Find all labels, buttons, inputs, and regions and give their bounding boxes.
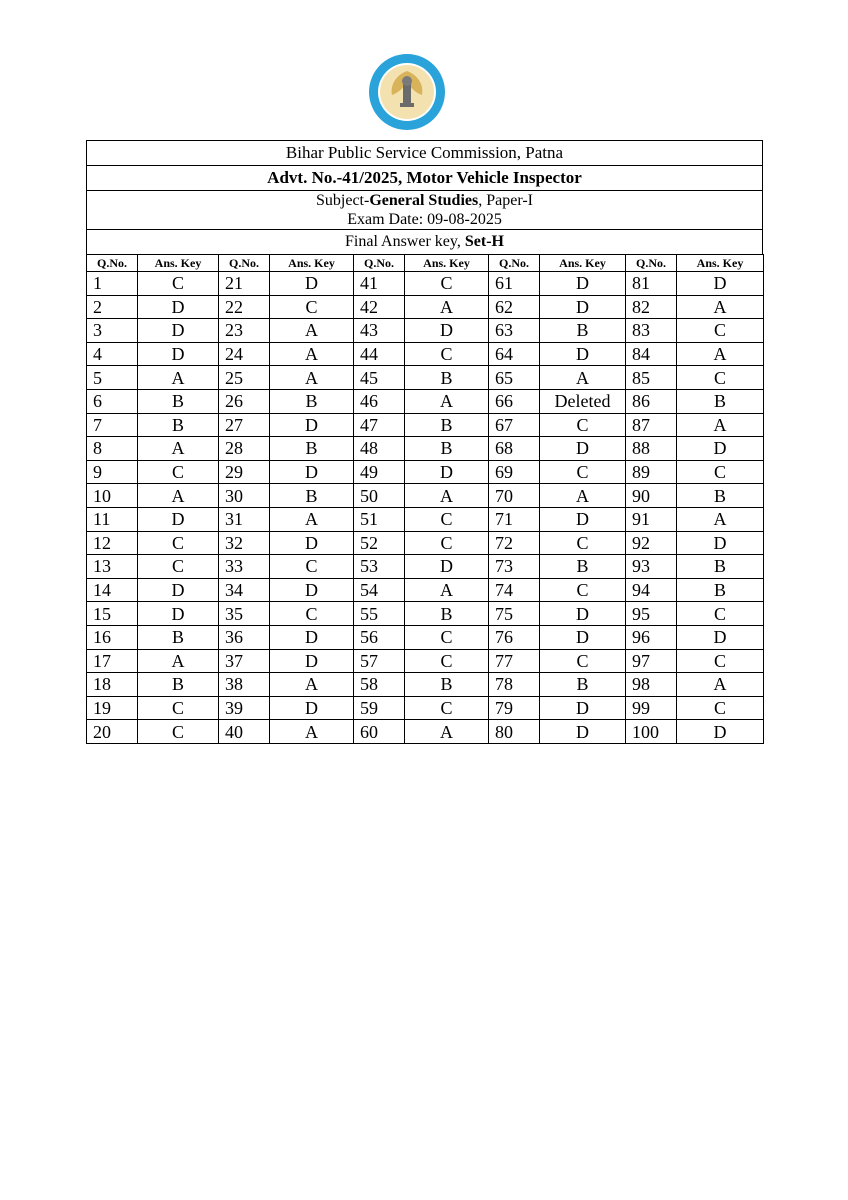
column-header-qno: Q.No. xyxy=(87,255,138,272)
question-number-cell: 69 xyxy=(489,460,540,484)
answer-key-cell: B xyxy=(677,484,764,508)
answer-key-cell: B xyxy=(138,389,219,413)
question-number-cell: 28 xyxy=(219,437,270,461)
table-row xyxy=(87,602,764,626)
question-number-cell: 6 xyxy=(87,389,138,413)
question-number-cell: 54 xyxy=(354,578,405,602)
answer-key-cell: C xyxy=(405,649,489,673)
answer-key-cell: D xyxy=(270,460,354,484)
answer-key-cell: D xyxy=(138,295,219,319)
answer-key-cell: A xyxy=(677,413,764,437)
answer-key-cell: B xyxy=(138,625,219,649)
subject-line: Subject-General Studies, Paper-I xyxy=(86,190,763,210)
answer-key-cell: A xyxy=(270,507,354,531)
answer-key-cell: C xyxy=(405,272,489,296)
table-row xyxy=(87,507,764,531)
table-header-row xyxy=(87,255,764,272)
answer-key-cell: D xyxy=(270,625,354,649)
question-number-cell: 45 xyxy=(354,366,405,390)
table-row xyxy=(87,437,764,461)
column-header-ans-key: Ans. Key xyxy=(270,255,354,272)
answer-key-cell: D xyxy=(138,507,219,531)
answer-key-cell: D xyxy=(270,649,354,673)
answer-key-cell: D xyxy=(270,578,354,602)
answer-key-cell: A xyxy=(677,342,764,366)
org-title: Bihar Public Service Commission, Patna xyxy=(86,140,763,165)
question-number-cell: 8 xyxy=(87,437,138,461)
question-number-cell: 72 xyxy=(489,531,540,555)
answer-key-cell: B xyxy=(405,413,489,437)
answer-key-cell: B xyxy=(540,555,626,579)
question-number-cell: 67 xyxy=(489,413,540,437)
question-number-cell: 49 xyxy=(354,460,405,484)
answer-key-cell: B xyxy=(540,673,626,697)
bpsc-seal-logo xyxy=(368,53,446,131)
answer-key-cell: A xyxy=(138,484,219,508)
answer-key-cell: D xyxy=(540,625,626,649)
question-number-cell: 10 xyxy=(87,484,138,508)
column-header-qno: Q.No. xyxy=(219,255,270,272)
answer-key-cell: D xyxy=(540,342,626,366)
answer-key-cell: C xyxy=(138,720,219,744)
question-number-cell: 63 xyxy=(489,319,540,343)
question-number-cell: 56 xyxy=(354,625,405,649)
answer-key-title: Final Answer key, Set-H xyxy=(86,229,763,254)
answer-key-cell: C xyxy=(677,649,764,673)
question-number-cell: 9 xyxy=(87,460,138,484)
question-number-cell: 34 xyxy=(219,578,270,602)
question-number-cell: 50 xyxy=(354,484,405,508)
answer-key-cell: C xyxy=(138,460,219,484)
answer-key-cell: D xyxy=(677,531,764,555)
question-number-cell: 17 xyxy=(87,649,138,673)
answer-key-cell: A xyxy=(138,366,219,390)
question-number-cell: 91 xyxy=(626,507,677,531)
answer-key-cell: A xyxy=(270,342,354,366)
question-number-cell: 7 xyxy=(87,413,138,437)
answer-key-cell: A xyxy=(270,319,354,343)
question-number-cell: 64 xyxy=(489,342,540,366)
question-number-cell: 84 xyxy=(626,342,677,366)
question-number-cell: 51 xyxy=(354,507,405,531)
table-row xyxy=(87,484,764,508)
answer-key-cell: B xyxy=(270,437,354,461)
question-number-cell: 100 xyxy=(626,720,677,744)
answer-key-cell: D xyxy=(677,272,764,296)
table-row xyxy=(87,295,764,319)
question-number-cell: 27 xyxy=(219,413,270,437)
table-row xyxy=(87,720,764,744)
answer-key-cell: C xyxy=(138,696,219,720)
question-number-cell: 35 xyxy=(219,602,270,626)
question-number-cell: 89 xyxy=(626,460,677,484)
answer-key-cell: D xyxy=(677,437,764,461)
answer-key-cell: C xyxy=(405,507,489,531)
answer-key-cell: B xyxy=(677,555,764,579)
answer-key-cell: D xyxy=(540,720,626,744)
question-number-cell: 30 xyxy=(219,484,270,508)
answer-key-cell: D xyxy=(540,437,626,461)
question-number-cell: 85 xyxy=(626,366,677,390)
answer-key-cell: B xyxy=(405,602,489,626)
answer-key-cell: D xyxy=(270,413,354,437)
table-row xyxy=(87,696,764,720)
answer-key-cell: C xyxy=(405,696,489,720)
question-number-cell: 93 xyxy=(626,555,677,579)
answer-key-cell: C xyxy=(138,272,219,296)
answer-key-cell: C xyxy=(405,625,489,649)
answer-key-cell: A xyxy=(405,295,489,319)
answer-key-cell: B xyxy=(138,673,219,697)
table-row xyxy=(87,531,764,555)
question-number-cell: 88 xyxy=(626,437,677,461)
column-header-ans-key: Ans. Key xyxy=(138,255,219,272)
question-number-cell: 13 xyxy=(87,555,138,579)
question-number-cell: 37 xyxy=(219,649,270,673)
question-number-cell: 79 xyxy=(489,696,540,720)
table-row xyxy=(87,389,764,413)
question-number-cell: 31 xyxy=(219,507,270,531)
answer-key-cell: C xyxy=(540,460,626,484)
question-number-cell: 60 xyxy=(354,720,405,744)
table-row xyxy=(87,649,764,673)
answer-key-cell: C xyxy=(540,413,626,437)
question-number-cell: 40 xyxy=(219,720,270,744)
question-number-cell: 99 xyxy=(626,696,677,720)
table-row xyxy=(87,366,764,390)
answer-key-cell: B xyxy=(540,319,626,343)
answer-key-cell: D xyxy=(270,696,354,720)
table-row xyxy=(87,413,764,437)
question-number-cell: 2 xyxy=(87,295,138,319)
answer-key-cell: D xyxy=(138,342,219,366)
answer-key-cell: B xyxy=(405,366,489,390)
answer-key-cell: A xyxy=(405,389,489,413)
answer-key-cell: C xyxy=(540,578,626,602)
question-number-cell: 24 xyxy=(219,342,270,366)
question-number-cell: 23 xyxy=(219,319,270,343)
table-row xyxy=(87,555,764,579)
answer-key-cell: C xyxy=(540,649,626,673)
answer-key-cell: C xyxy=(138,531,219,555)
question-number-cell: 39 xyxy=(219,696,270,720)
question-number-cell: 75 xyxy=(489,602,540,626)
answer-key-cell: D xyxy=(138,602,219,626)
answer-key-cell: C xyxy=(270,602,354,626)
question-number-cell: 78 xyxy=(489,673,540,697)
question-number-cell: 53 xyxy=(354,555,405,579)
question-number-cell: 1 xyxy=(87,272,138,296)
exam-date: Exam Date: 09-08-2025 xyxy=(86,210,763,229)
question-number-cell: 66 xyxy=(489,389,540,413)
question-number-cell: 16 xyxy=(87,625,138,649)
question-number-cell: 77 xyxy=(489,649,540,673)
answer-key-cell: C xyxy=(677,319,764,343)
answer-key-cell: D xyxy=(138,578,219,602)
column-header-qno: Q.No. xyxy=(626,255,677,272)
answer-key-table xyxy=(86,254,764,744)
question-number-cell: 87 xyxy=(626,413,677,437)
answer-key-cell: A xyxy=(540,484,626,508)
question-number-cell: 26 xyxy=(219,389,270,413)
answer-key-cell: B xyxy=(270,484,354,508)
answer-key-cell: D xyxy=(138,319,219,343)
answer-key-cell: B xyxy=(677,578,764,602)
question-number-cell: 82 xyxy=(626,295,677,319)
answer-key-cell: D xyxy=(405,319,489,343)
question-number-cell: 98 xyxy=(626,673,677,697)
advt-title: Advt. No.-41/2025, Motor Vehicle Inspector xyxy=(86,165,763,190)
answer-key-cell: A xyxy=(138,649,219,673)
answer-key-cell: A xyxy=(405,578,489,602)
table-row xyxy=(87,319,764,343)
answer-key-cell: A xyxy=(677,295,764,319)
question-number-cell: 76 xyxy=(489,625,540,649)
question-number-cell: 59 xyxy=(354,696,405,720)
answer-key-cell: B xyxy=(405,673,489,697)
question-number-cell: 52 xyxy=(354,531,405,555)
question-number-cell: 22 xyxy=(219,295,270,319)
question-number-cell: 94 xyxy=(626,578,677,602)
question-number-cell: 96 xyxy=(626,625,677,649)
question-number-cell: 83 xyxy=(626,319,677,343)
question-number-cell: 14 xyxy=(87,578,138,602)
answer-key-cell: D xyxy=(677,625,764,649)
question-number-cell: 48 xyxy=(354,437,405,461)
question-number-cell: 62 xyxy=(489,295,540,319)
question-number-cell: 32 xyxy=(219,531,270,555)
answer-key-cell: C xyxy=(677,602,764,626)
question-number-cell: 68 xyxy=(489,437,540,461)
question-number-cell: 65 xyxy=(489,366,540,390)
question-number-cell: 21 xyxy=(219,272,270,296)
answer-key-cell: A xyxy=(405,720,489,744)
table-row xyxy=(87,578,764,602)
question-number-cell: 20 xyxy=(87,720,138,744)
question-number-cell: 57 xyxy=(354,649,405,673)
question-number-cell: 33 xyxy=(219,555,270,579)
answer-key-sheet xyxy=(86,140,763,744)
question-number-cell: 11 xyxy=(87,507,138,531)
answer-key-cell: B xyxy=(405,437,489,461)
answer-key-cell: C xyxy=(677,366,764,390)
question-number-cell: 18 xyxy=(87,673,138,697)
answer-key-cell: C xyxy=(540,531,626,555)
column-header-ans-key: Ans. Key xyxy=(405,255,489,272)
answer-key-cell: C xyxy=(270,555,354,579)
answer-key-cell: B xyxy=(138,413,219,437)
question-number-cell: 86 xyxy=(626,389,677,413)
column-header-ans-key: Ans. Key xyxy=(540,255,626,272)
question-number-cell: 47 xyxy=(354,413,405,437)
answer-key-cell: B xyxy=(677,389,764,413)
question-number-cell: 29 xyxy=(219,460,270,484)
question-number-cell: 95 xyxy=(626,602,677,626)
answer-key-cell: A xyxy=(540,366,626,390)
answer-key-cell: D xyxy=(540,295,626,319)
question-number-cell: 90 xyxy=(626,484,677,508)
answer-key-cell: D xyxy=(677,720,764,744)
question-number-cell: 74 xyxy=(489,578,540,602)
table-row xyxy=(87,460,764,484)
question-number-cell: 73 xyxy=(489,555,540,579)
answer-key-cell: C xyxy=(677,460,764,484)
answer-key-cell: A xyxy=(270,720,354,744)
question-number-cell: 61 xyxy=(489,272,540,296)
question-number-cell: 80 xyxy=(489,720,540,744)
question-number-cell: 19 xyxy=(87,696,138,720)
table-row xyxy=(87,272,764,296)
answer-key-cell: A xyxy=(270,366,354,390)
answer-key-cell: C xyxy=(138,555,219,579)
question-number-cell: 42 xyxy=(354,295,405,319)
column-header-ans-key: Ans. Key xyxy=(677,255,764,272)
question-number-cell: 12 xyxy=(87,531,138,555)
answer-key-cell: C xyxy=(405,531,489,555)
answer-key-cell: A xyxy=(270,673,354,697)
answer-key-cell: D xyxy=(540,272,626,296)
answer-key-cell: D xyxy=(405,555,489,579)
question-number-cell: 70 xyxy=(489,484,540,508)
column-header-qno: Q.No. xyxy=(354,255,405,272)
answer-key-cell: C xyxy=(677,696,764,720)
answer-key-cell: D xyxy=(540,507,626,531)
table-row xyxy=(87,673,764,697)
table-row xyxy=(87,625,764,649)
answer-key-cell: D xyxy=(540,696,626,720)
answer-key-cell: A xyxy=(405,484,489,508)
answer-key-cell: C xyxy=(405,342,489,366)
answer-key-cell: D xyxy=(540,602,626,626)
question-number-cell: 46 xyxy=(354,389,405,413)
question-number-cell: 15 xyxy=(87,602,138,626)
answer-key-cell: A xyxy=(138,437,219,461)
answer-key-cell: D xyxy=(270,272,354,296)
question-number-cell: 92 xyxy=(626,531,677,555)
answer-key-cell: D xyxy=(270,531,354,555)
question-number-cell: 3 xyxy=(87,319,138,343)
question-number-cell: 4 xyxy=(87,342,138,366)
answer-key-cell: A xyxy=(677,507,764,531)
question-number-cell: 71 xyxy=(489,507,540,531)
table-row xyxy=(87,342,764,366)
answer-key-cell: C xyxy=(270,295,354,319)
question-number-cell: 58 xyxy=(354,673,405,697)
question-number-cell: 36 xyxy=(219,625,270,649)
column-header-qno: Q.No. xyxy=(489,255,540,272)
question-number-cell: 38 xyxy=(219,673,270,697)
answer-key-cell: D xyxy=(405,460,489,484)
question-number-cell: 81 xyxy=(626,272,677,296)
answer-key-cell: B xyxy=(270,389,354,413)
question-number-cell: 97 xyxy=(626,649,677,673)
question-number-cell: 25 xyxy=(219,366,270,390)
answer-key-cell: A xyxy=(677,673,764,697)
question-number-cell: 55 xyxy=(354,602,405,626)
question-number-cell: 43 xyxy=(354,319,405,343)
question-number-cell: 41 xyxy=(354,272,405,296)
question-number-cell: 44 xyxy=(354,342,405,366)
answer-key-cell: Deleted xyxy=(540,389,626,413)
question-number-cell: 5 xyxy=(87,366,138,390)
